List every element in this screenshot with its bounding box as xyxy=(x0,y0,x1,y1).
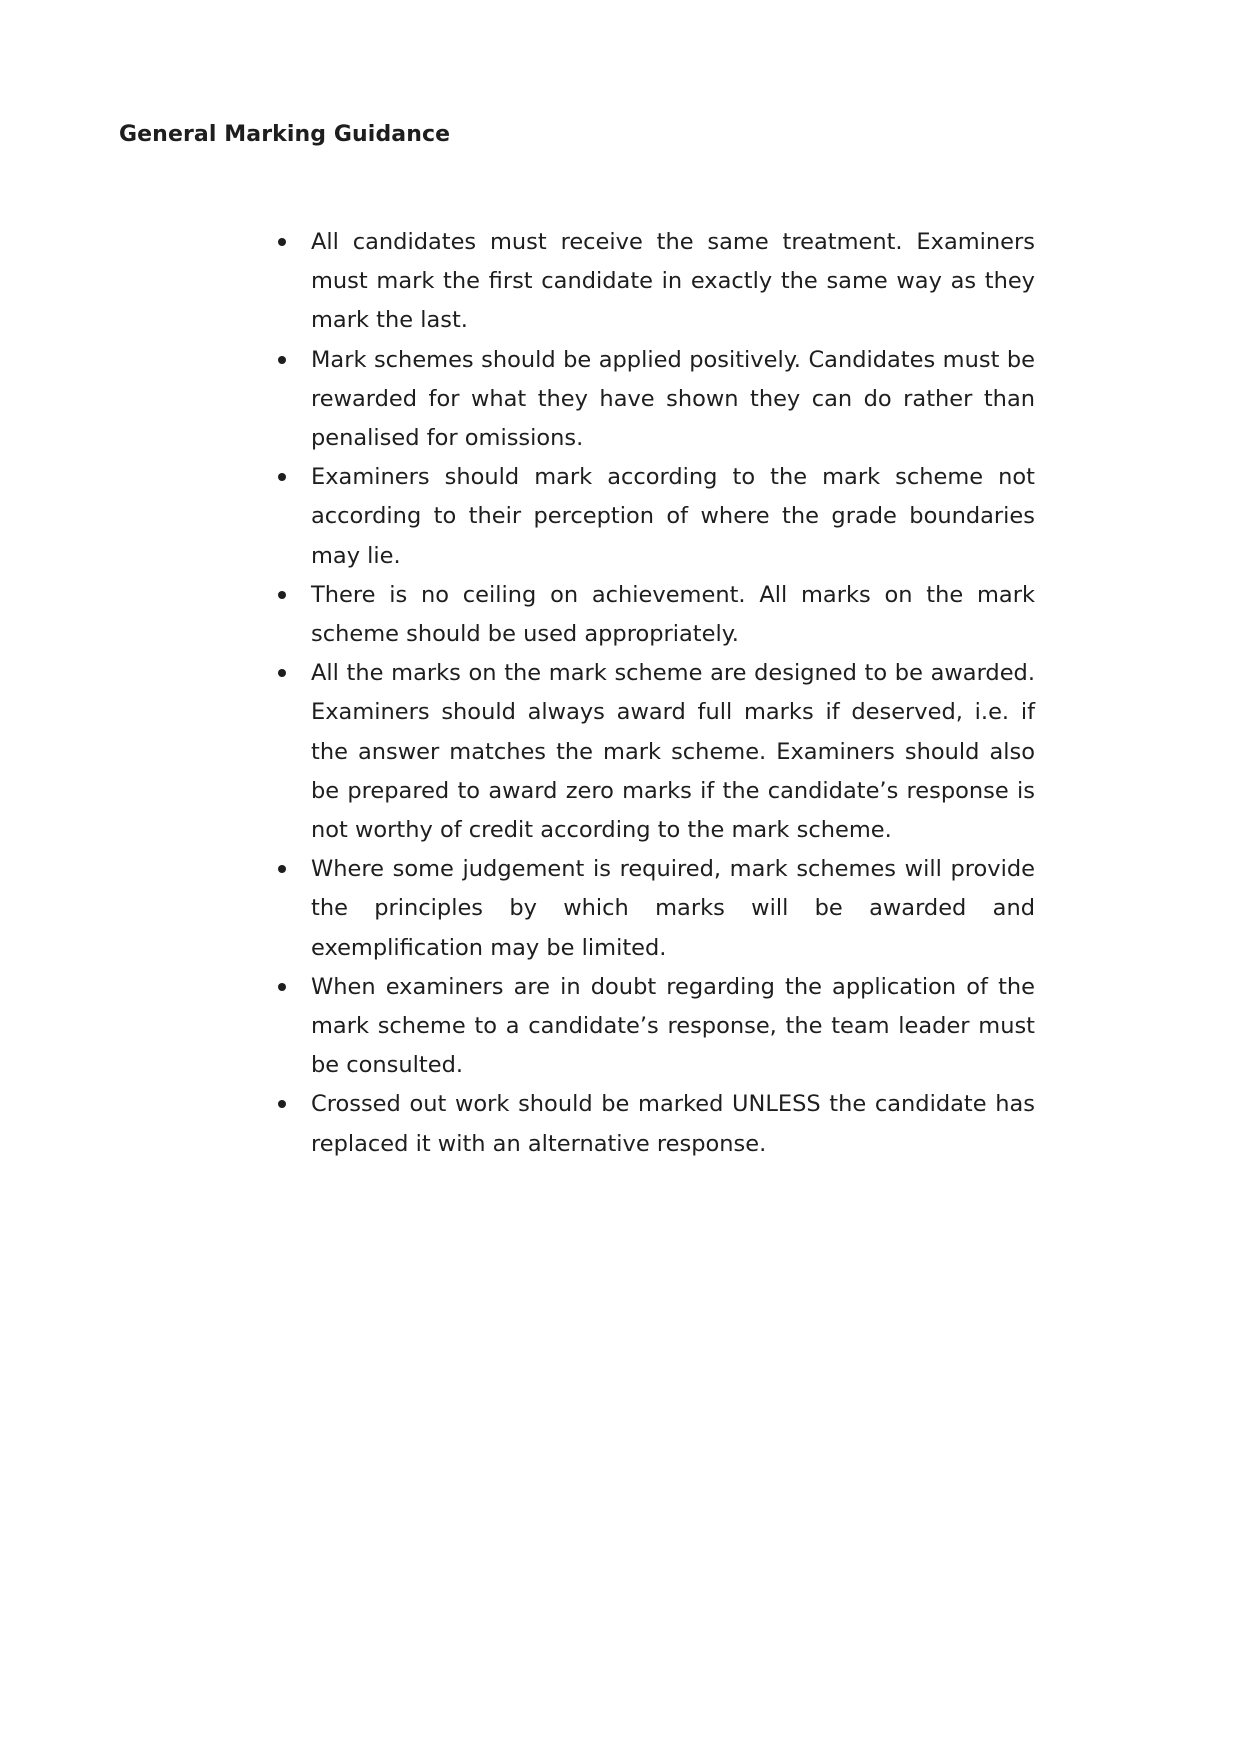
list-item-text: There is no ceiling on achievement. All marks on the mark scheme should be used appropriately. xyxy=(311,581,1035,648)
list-item xyxy=(311,654,1035,850)
bullet-icon xyxy=(278,238,286,246)
list-item xyxy=(311,576,1035,654)
list-item-text: Mark schemes should be applied positively. Candidates must be rewarded for what they have shown they can do rather than penalised for omissions. xyxy=(311,346,1035,452)
guidance-list xyxy=(311,223,1035,1164)
list-item xyxy=(311,341,1035,459)
page-title: General Marking Guidance xyxy=(119,122,451,147)
bullet-icon xyxy=(278,1100,286,1108)
list-item xyxy=(311,458,1035,576)
bullet-icon xyxy=(278,473,286,481)
list-item xyxy=(311,850,1035,968)
list-item-text: All the marks on the mark scheme are designed to be awarded. Examiners should always award full marks if deserved, i.e. if the answer matches the mark scheme. Examiners should also be prepared to award zero marks if the candidate’s response is not worthy of credit according to the mark scheme. xyxy=(311,660,1035,844)
bullet-icon xyxy=(278,356,286,364)
bullet-icon xyxy=(278,983,286,991)
list-item xyxy=(311,968,1035,1086)
list-item xyxy=(311,223,1035,341)
list-item-text: Crossed out work should be marked UNLESS the candidate has replaced it with an alternative response. xyxy=(311,1091,1035,1157)
bullet-icon xyxy=(278,669,286,677)
list-item xyxy=(311,1085,1035,1163)
list-item-text: Where some judgement is required, mark schemes will provide the principles by which marks will be awarded and exemplification may be limited. xyxy=(311,856,1035,961)
list-item-text: Examiners should mark according to the mark scheme not according to their perception of where the grade boundaries may lie. xyxy=(311,464,1035,569)
bullet-icon xyxy=(278,865,286,873)
list-item-text: When examiners are in doubt regarding the application of the mark scheme to a candidate’s response, the team leader must be consulted. xyxy=(311,973,1035,1079)
bullet-icon xyxy=(278,591,286,599)
list-item-text: All candidates must receive the same treatment. Examiners must mark the first candidate in exactly the same way as they mark the last. xyxy=(311,229,1035,334)
